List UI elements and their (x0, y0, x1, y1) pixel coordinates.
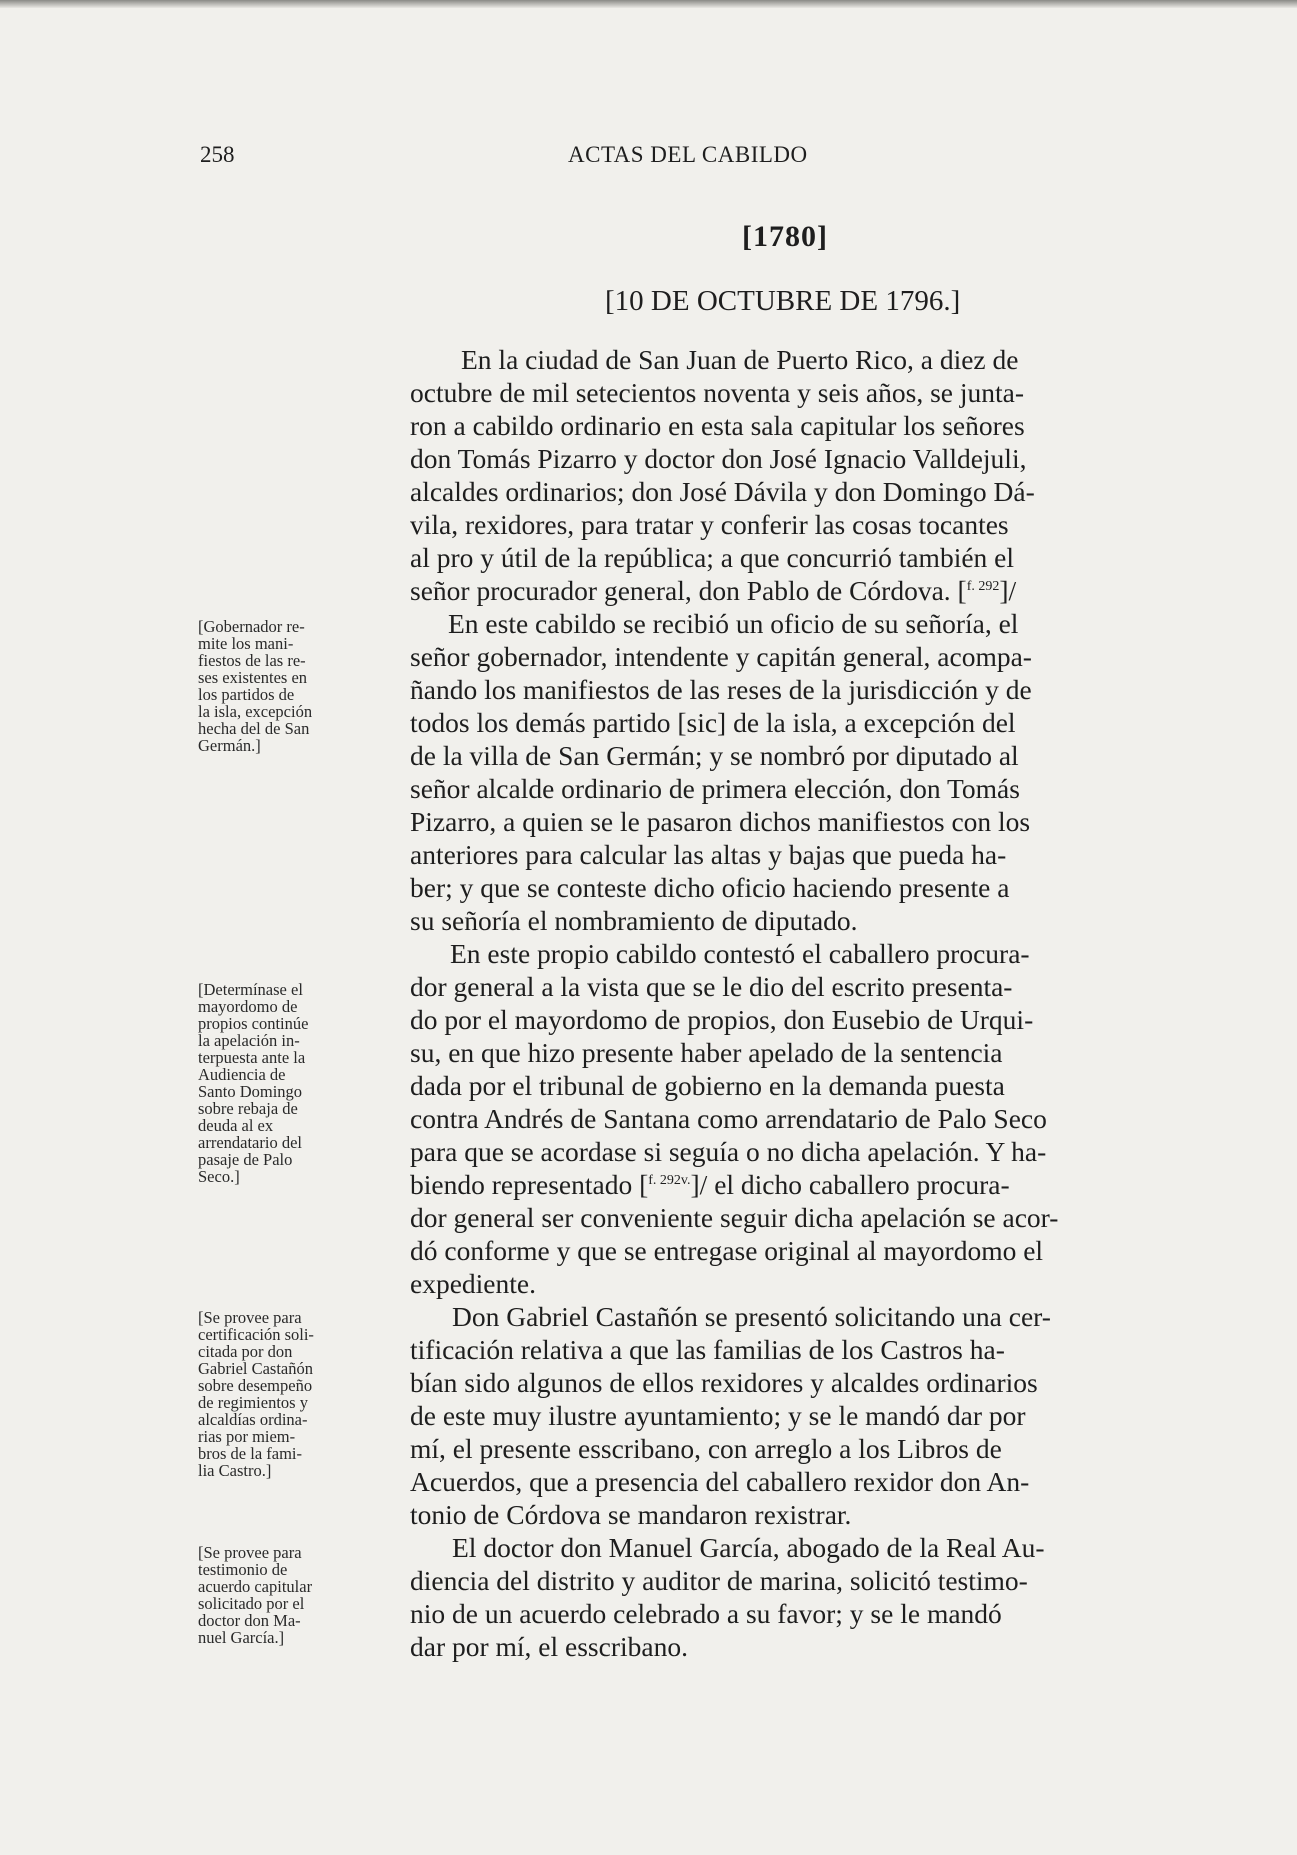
margin-note-line: [Gobernador re- (198, 617, 305, 636)
body-line: dar por mí, el esscribano. (410, 1631, 688, 1662)
body-line: su señoría el nombramiento de diputado. (410, 905, 858, 936)
body-line: señor procurador general, don Pablo de Córdova. [$^{f. 292}$]/ (410, 575, 1017, 606)
margin-note-line: mite los mani- (198, 634, 294, 653)
body-line: octubre de mil setecientos noventa y seis años, se junta- (410, 377, 1024, 408)
margin-note-line: Santo Domingo (198, 1082, 303, 1101)
margin-note-line: la isla, excepción (198, 702, 313, 721)
body-line: ron a cabildo ordinario en esta sala capitular los señores (410, 410, 1025, 441)
margin-note-line: testimonio de (198, 1560, 288, 1579)
margin-note-line: arrendatario del (198, 1133, 302, 1152)
body-line: Acuerdos, que a presencia del caballero rexidor don An- (410, 1466, 1030, 1497)
margin-note-line: alcaldías ordina- (198, 1410, 308, 1429)
margin-note-line: propios continúe (198, 1014, 309, 1033)
margin-note-line: Gabriel Castañón (198, 1359, 314, 1378)
body-line: En este propio cabildo contestó el caballero procura- (450, 938, 1030, 969)
body-line: al pro y útil de la república; a que concurrió también el (410, 542, 1015, 573)
section-year: [1780] (742, 220, 828, 253)
margin-note-line: terpuesta ante la (198, 1048, 306, 1067)
margin-note-line: los partidos de (198, 685, 295, 704)
margin-note-line: acuerdo capitular (198, 1577, 313, 1596)
folio-marker: f. 292v. (648, 1172, 691, 1188)
body-line: contra Andrés de Santana como arrendatario de Palo Seco (410, 1103, 1047, 1134)
body-line: dada por el tribunal de gobierno en la demanda puesta (410, 1070, 1005, 1101)
body-line: anteriores para calcular las altas y bajas que pueda ha- (410, 839, 1007, 870)
body-line: bían sido algunos de ellos rexidores y alcaldes ordinarios (410, 1367, 1038, 1398)
body-line: tonio de Córdova se mandaron rexistrar. (410, 1499, 852, 1530)
margin-note-line: lia Castro.] (198, 1461, 272, 1480)
running-title: ACTAS DEL CABILDO (568, 142, 808, 167)
body-line: tificación relativa a que las familias de los Castros ha- (410, 1334, 1005, 1365)
margin-note-line: rias por miem- (198, 1427, 296, 1446)
body-line: señor alcalde ordinario de primera elección, don Tomás (410, 773, 1020, 804)
margin-note-line: certificación soli- (198, 1325, 314, 1344)
body-line: señor gobernador, intendente y capitán general, acompa- (410, 641, 1032, 672)
body-line: Pizarro, a quien se le pasaron dichos manifiestos con los (410, 806, 1031, 837)
body-line: alcaldes ordinarios; don José Dávila y don Domingo Dá- (410, 476, 1035, 507)
body-line: de la villa de San Germán; y se nombró por diputado al (410, 740, 1019, 771)
margin-note-line: de regimientos y (198, 1393, 308, 1412)
folio-marker: f. 292 (966, 578, 1000, 594)
margin-note-line: la apelación in- (198, 1031, 300, 1050)
margin-note-line: Germán.] (198, 736, 261, 755)
margin-note-line: nuel García.] (198, 1628, 285, 1647)
body-line: Don Gabriel Castañón se presentó solicitando una cer- (452, 1301, 1051, 1332)
margin-note-line: [Determínase el (198, 980, 303, 999)
margin-note-line: ses existentes en (198, 668, 308, 687)
margin-note-line: [Se provee para (198, 1308, 302, 1327)
margin-note-line: sobre rebaja de (198, 1099, 298, 1118)
body-line: En este cabildo se recibió un oficio de su señoría, el (448, 608, 1019, 639)
body-line: biendo representado [$^{f. 292v.}$]/ el dicho caballero procura- (410, 1169, 1010, 1200)
body-line: dor general a la vista que se le dio del escrito presenta- (410, 971, 1013, 1002)
body-line: todos los demás partido [sic] de la isla, a excepción del (410, 707, 1016, 738)
margin-note-line: fiestos de las re- (198, 651, 306, 670)
margin-note-line: hecha del de San (198, 719, 310, 738)
body-line: El doctor don Manuel García, abogado de la Real Au- (452, 1532, 1045, 1563)
body-line: expediente. (410, 1268, 536, 1299)
body-line: En la ciudad de San Juan de Puerto Rico, a diez de (461, 344, 1019, 375)
body-line: ber; y que se conteste dicho oficio haciendo presente a (410, 872, 1010, 903)
body-line: nio de un acuerdo celebrado a su favor; y se le mandó (410, 1598, 1002, 1629)
body-line: dor general ser conveniente seguir dicha apelación se acor- (410, 1202, 1059, 1233)
margin-note-line: doctor don Ma- (198, 1611, 301, 1630)
margin-note-line: solicitado por el (198, 1594, 305, 1613)
margin-note-line: [Se provee para (198, 1543, 302, 1562)
margin-note-line: Audiencia de (198, 1065, 286, 1084)
page-top-edge (0, 0, 1297, 8)
body-line: dó conforme y que se entregase original al mayordomo el (410, 1235, 1044, 1266)
body-line: ñando los manifiestos de las reses de la jurisdicción y de (410, 674, 1032, 705)
body-line: do por el mayordomo de propios, don Eusebio de Urqui- (410, 1004, 1034, 1035)
margin-note-line: bros de la fami- (198, 1444, 303, 1463)
body-line: mí, el presente esscribano, con arreglo a los Libros de (410, 1433, 1002, 1464)
body-line: de este muy ilustre ayuntamiento; y se le mandó dar por (410, 1400, 1026, 1431)
margin-note-line: citada por don (198, 1342, 293, 1361)
margin-note-line: Seco.] (198, 1167, 240, 1186)
margin-note-line: mayordomo de (198, 997, 298, 1016)
section-date: [10 DE OCTUBRE DE 1796.] (605, 285, 961, 317)
body-line: diencia del distrito y auditor de marina, solicitó testimo- (410, 1565, 1028, 1596)
margin-note-line: pasaje de Palo (198, 1150, 293, 1169)
margin-note-line: sobre desempeño (198, 1376, 313, 1395)
body-line: don Tomás Pizarro y doctor don José Ignacio Valldejuli, (410, 443, 1027, 474)
body-line: su, en que hizo presente haber apelado de la sentencia (410, 1037, 1003, 1068)
body-line: para que se acordase si seguía o no dicha apelación. Y ha- (410, 1136, 1047, 1167)
margin-note-line: deuda al ex (198, 1116, 274, 1135)
body-line: vila, rexidores, para tratar y conferir las cosas tocantes (410, 509, 1009, 540)
page-number: 258 (200, 142, 235, 167)
